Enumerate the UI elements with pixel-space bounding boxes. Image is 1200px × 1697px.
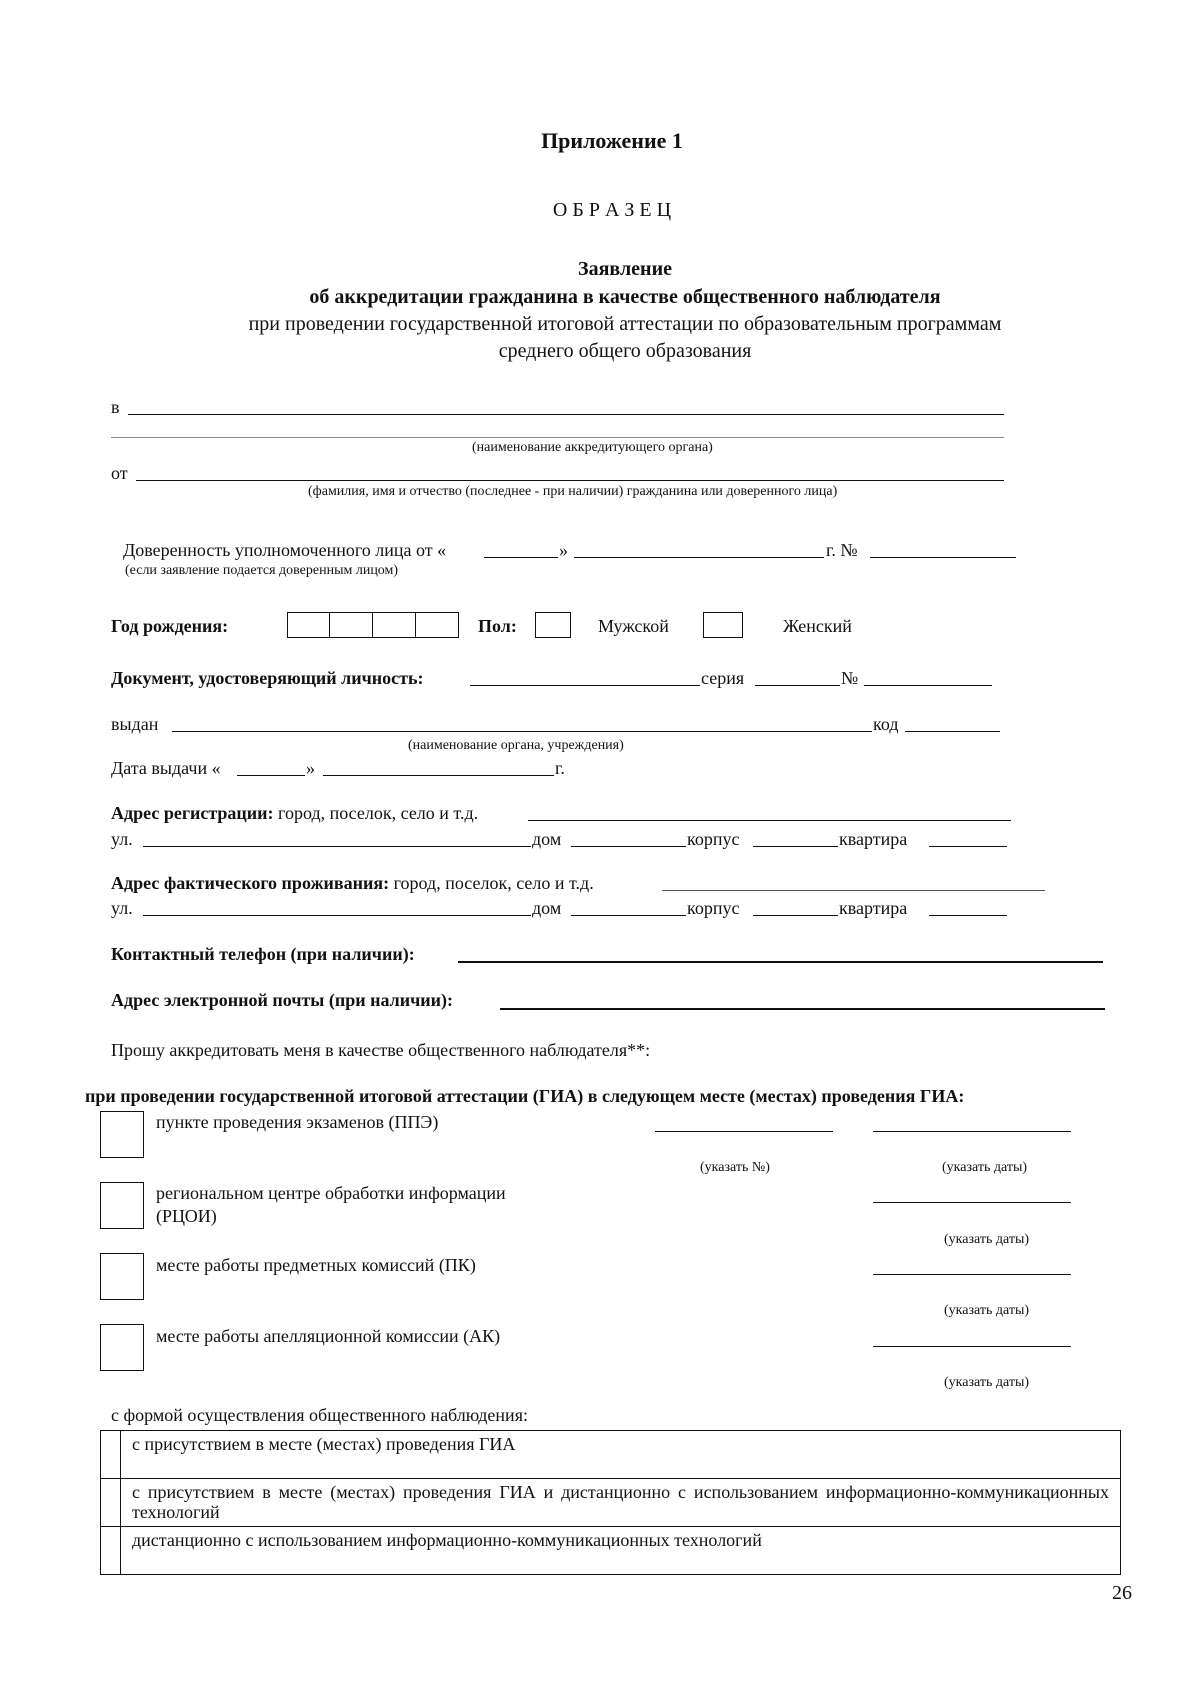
reg-building-label: корпус <box>687 829 740 849</box>
issue-date-label: Дата выдачи « <box>111 758 221 778</box>
proxy-year-label: г. № <box>826 540 858 560</box>
place-ppe-dates-field[interactable] <box>873 1131 1071 1132</box>
actual-city-label: город, поселок, село и т.д. <box>393 873 594 893</box>
proxy-month-field[interactable] <box>574 557 824 558</box>
place-ak-label: месте работы апелляционной комиссии (АК) <box>156 1326 501 1346</box>
gia-heading: при проведении государственной итоговой аттестации (ГИА) в следующем месте (местах) проведения ГИА: <box>85 1086 965 1106</box>
place-rcoi-label: региональном центре обработки информации <box>156 1183 506 1203</box>
place-ppe-dates-hint: (указать даты) <box>942 1160 1028 1175</box>
description-line-2: среднего общего образования <box>498 340 752 362</box>
female-checkbox[interactable] <box>703 612 743 638</box>
place-rcoi-dates-hint: (указать даты) <box>944 1232 1030 1247</box>
place-ppe-number-hint: (указать №) <box>700 1160 770 1175</box>
actual-house-label: дом <box>532 898 562 918</box>
from-field[interactable] <box>136 480 1004 481</box>
to-hint: (наименование аккредитующего органа) <box>472 440 713 455</box>
actual-building-field[interactable] <box>753 915 838 916</box>
sex-label: Пол: <box>478 616 517 636</box>
place-pk-dates-hint: (указать даты) <box>944 1303 1030 1318</box>
sample-label: О Б Р А З Е Ц <box>552 199 672 221</box>
place-ak-dates-field[interactable] <box>873 1346 1071 1347</box>
form-option-row <box>101 1431 1121 1479</box>
issued-hint: (наименование органа, учреждения) <box>408 738 624 753</box>
form-heading: с формой осуществления общественного наблюдения: <box>111 1405 528 1425</box>
actual-apartment-label: квартира <box>839 898 908 918</box>
request-text: Прошу аккредитовать меня в качестве общественного наблюдателя**: <box>111 1040 651 1060</box>
actual-address-row <box>111 873 594 894</box>
place-ak-dates-hint: (указать даты) <box>944 1375 1030 1390</box>
issued-label: выдан <box>111 714 159 734</box>
email-field[interactable] <box>500 1008 1105 1010</box>
to-field-second-line[interactable] <box>111 437 1004 438</box>
phone-label: Контактный телефон (при наличии): <box>111 944 415 964</box>
page-subtitle: об аккредитации гражданина в качестве общественного наблюдателя <box>309 286 941 308</box>
page-number: 26 <box>1112 1582 1132 1604</box>
to-label: в <box>111 397 120 417</box>
female-label: Женский <box>783 616 852 636</box>
proxy-hint: (если заявление подается доверенным лицом) <box>125 563 399 578</box>
reg-house-label: дом <box>532 829 562 849</box>
issue-month-field[interactable] <box>323 775 554 776</box>
phone-field[interactable] <box>458 961 1103 963</box>
male-label: Мужской <box>598 616 669 636</box>
number-field[interactable] <box>864 685 992 686</box>
form-option-checkbox[interactable] <box>101 1431 121 1479</box>
series-label: серия <box>701 668 745 688</box>
birth-year-input[interactable] <box>287 612 459 638</box>
reg-street-label: ул. <box>111 829 133 849</box>
place-rcoi-checkbox[interactable] <box>100 1182 144 1229</box>
actual-street-label: ул. <box>111 898 133 918</box>
actual-city-field[interactable] <box>662 890 1045 891</box>
place-pk-dates-field[interactable] <box>873 1274 1071 1275</box>
proxy-quote-close: » <box>559 540 568 560</box>
place-rcoi-label-2: (РЦОИ) <box>156 1206 217 1226</box>
email-label: Адрес электронной почты (при наличии): <box>111 990 453 1010</box>
to-field[interactable] <box>128 414 1004 415</box>
place-ppe-checkbox[interactable] <box>100 1111 144 1158</box>
place-pk-label: месте работы предметных комиссий (ПК) <box>156 1255 476 1275</box>
reg-street-field[interactable] <box>143 846 531 847</box>
birth-year-label: Год рождения: <box>111 616 229 636</box>
male-checkbox[interactable] <box>535 612 571 638</box>
place-rcoi-dates-field[interactable] <box>873 1202 1071 1203</box>
reg-apartment-label: квартира <box>839 829 908 849</box>
reg-address-row <box>111 803 478 824</box>
place-ppe-label: пункте проведения экзаменов (ППЭ) <box>156 1112 439 1132</box>
issue-year-label: г. <box>555 758 565 778</box>
reg-city-label: город, поселок, село и т.д. <box>278 803 479 823</box>
form-option-label: с присутствием в месте (местах) проведения ГИА и дистанционно с использованием информационно-коммуникационных технологий <box>121 1479 1121 1527</box>
actual-house-field[interactable] <box>571 915 686 916</box>
code-field[interactable] <box>905 731 1000 732</box>
description-line-1: при проведении государственной итоговой аттестации по образовательным программам <box>248 313 1002 335</box>
proxy-label: Доверенность уполномоченного лица от « <box>123 540 447 560</box>
form-option-row <box>101 1479 1121 1527</box>
issue-quote-close: » <box>306 758 315 778</box>
reg-building-field[interactable] <box>753 846 838 847</box>
reg-house-field[interactable] <box>571 846 686 847</box>
place-ppe-number-field[interactable] <box>655 1131 833 1132</box>
series-field[interactable] <box>755 685 840 686</box>
appendix-label: Приложение 1 <box>541 128 683 153</box>
actual-street-field[interactable] <box>143 915 531 916</box>
proxy-number-field[interactable] <box>870 557 1016 558</box>
form-option-label: дистанционно с использованием информационно-коммуникационных технологий <box>121 1527 1121 1575</box>
code-label: код <box>873 714 899 734</box>
issued-by-field[interactable] <box>172 731 872 732</box>
actual-apartment-field[interactable] <box>929 915 1007 916</box>
page-title: Заявление <box>578 258 672 280</box>
reg-apartment-field[interactable] <box>929 846 1007 847</box>
from-label: от <box>111 463 128 483</box>
id-document-label: Документ, удостоверяющий личность: <box>111 668 424 688</box>
place-ak-checkbox[interactable] <box>100 1324 144 1371</box>
form-option-checkbox[interactable] <box>101 1479 121 1527</box>
form-option-row <box>101 1527 1121 1575</box>
reg-address-label: Адрес регистрации: <box>111 803 274 823</box>
reg-city-field[interactable] <box>528 820 1011 821</box>
number-label: № <box>841 668 859 688</box>
place-pk-checkbox[interactable] <box>100 1253 144 1300</box>
observation-form-table <box>100 1430 1121 1575</box>
form-option-checkbox[interactable] <box>101 1527 121 1575</box>
proxy-day-field[interactable] <box>484 557 558 558</box>
form-option-label: с присутствием в месте (местах) проведения ГИА <box>121 1431 1121 1479</box>
actual-building-label: корпус <box>687 898 740 918</box>
from-hint: (фамилия, имя и отчество (последнее - при наличии) гражданина или доверенного лица) <box>308 484 838 499</box>
id-document-field[interactable] <box>470 685 700 686</box>
issue-day-field[interactable] <box>237 775 305 776</box>
actual-address-label: Адрес фактического проживания: <box>111 873 390 893</box>
